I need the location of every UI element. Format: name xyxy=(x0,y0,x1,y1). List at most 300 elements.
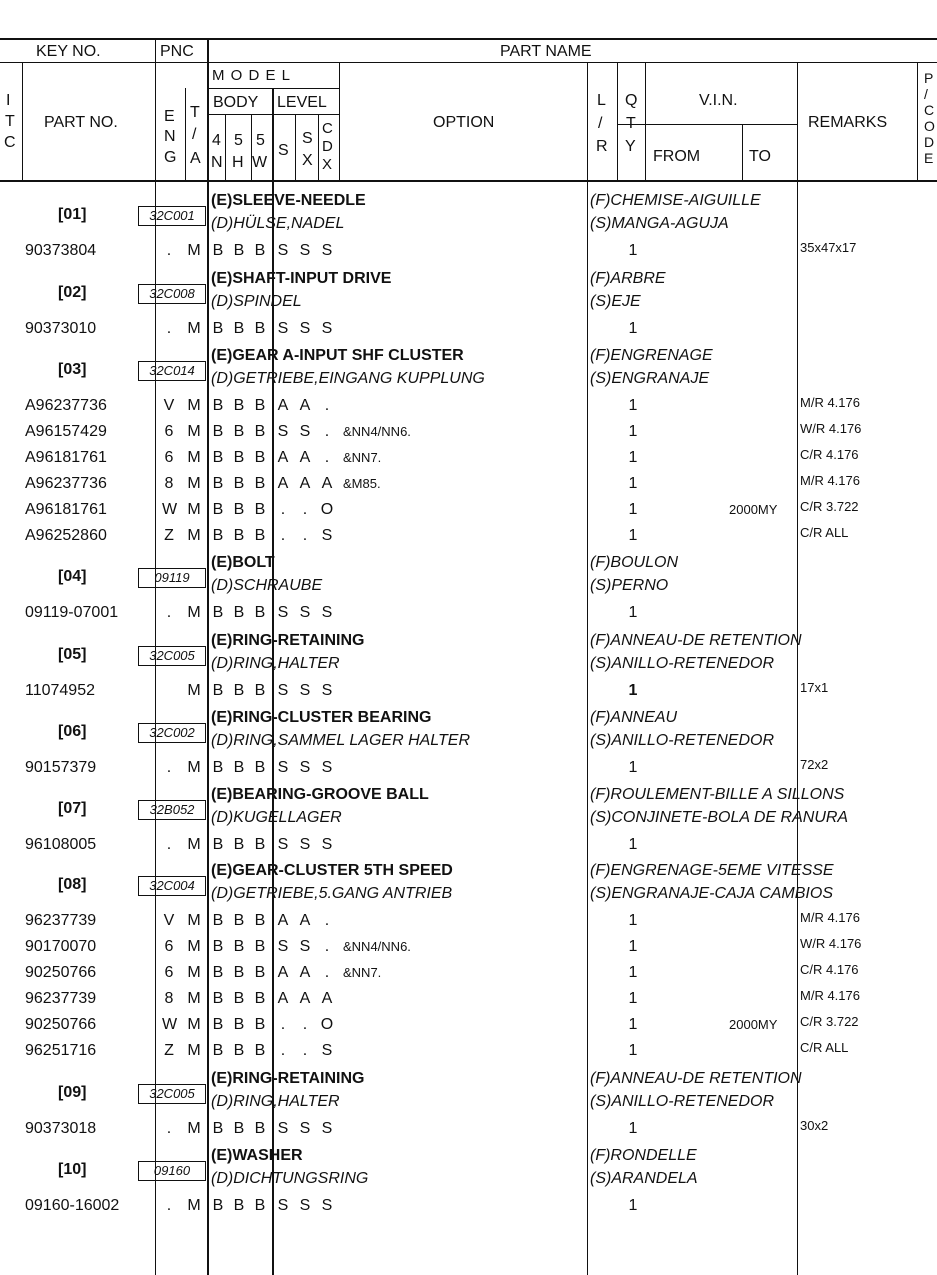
body-code: B xyxy=(233,449,245,466)
option-code: &NN4/NN6. xyxy=(343,939,411,954)
level-code: S xyxy=(277,320,289,337)
pnc-header: PNC xyxy=(160,43,194,60)
eng-code: . xyxy=(166,242,172,259)
level-code: . xyxy=(302,1042,308,1059)
key-number: [06] xyxy=(58,723,87,740)
eng-code: Z xyxy=(164,1042,174,1059)
level-sx-s: S xyxy=(302,130,313,147)
lr-r: R xyxy=(596,138,608,155)
part-number: 09160-16002 xyxy=(25,1197,120,1214)
pnc-code-box: 32C008 xyxy=(138,284,206,304)
body-code: B xyxy=(233,912,245,929)
part-number: 90373010 xyxy=(25,320,97,337)
quantity: 1 xyxy=(628,938,638,955)
level-s-header: S xyxy=(278,142,289,159)
body-code: B xyxy=(212,423,224,440)
eng-code: V xyxy=(163,912,175,929)
part-number: 96237739 xyxy=(25,912,97,929)
ta-code: M xyxy=(187,527,201,544)
body-code: B xyxy=(254,836,266,853)
body-code: B xyxy=(212,242,224,259)
part-number: 90373804 xyxy=(25,242,97,259)
body-code: B xyxy=(254,604,266,621)
level-code: A xyxy=(277,397,289,414)
key-number: [04] xyxy=(58,568,87,585)
level-code: S xyxy=(277,682,289,699)
from-to-divider xyxy=(742,124,743,180)
eng-code: 6 xyxy=(164,449,174,466)
quantity: 1 xyxy=(628,242,638,259)
remarks-value: M/R 4.176 xyxy=(800,473,860,488)
body-code: B xyxy=(212,759,224,776)
level-code: A xyxy=(277,912,289,929)
level-code: S xyxy=(299,836,311,853)
ta-code: M xyxy=(187,1042,201,1059)
body-code: B xyxy=(233,423,245,440)
quantity: 1 xyxy=(628,759,638,776)
ta-code: M xyxy=(187,836,201,853)
part-name-fr: (F)ANNEAU xyxy=(590,709,678,726)
part-no-header: PART NO. xyxy=(44,114,118,131)
remarks-value: W/R 4.176 xyxy=(800,421,862,436)
level-code: A xyxy=(277,990,289,1007)
part-number: 09119-07001 xyxy=(25,604,119,621)
ta-code: M xyxy=(187,423,201,440)
body-code: B xyxy=(233,320,245,337)
level-code: S xyxy=(299,242,311,259)
remarks-header: REMARKS xyxy=(808,114,888,131)
body-code: B xyxy=(212,964,224,981)
part-number: A96157429 xyxy=(25,423,107,440)
part-number: 90250766 xyxy=(25,964,97,981)
body-code: B xyxy=(254,938,266,955)
pnc-code-box: 09119 xyxy=(138,568,206,588)
level-code: A xyxy=(299,912,311,929)
ta-code: M xyxy=(187,449,201,466)
body-code: B xyxy=(254,527,266,544)
remarks-value: M/R 4.176 xyxy=(800,988,860,1003)
remarks-value: 17x1 xyxy=(800,680,829,695)
level-right-rule xyxy=(339,62,340,180)
quantity: 1 xyxy=(628,501,638,518)
level-code: S xyxy=(321,759,333,776)
body-code: B xyxy=(254,242,266,259)
level-code: . xyxy=(324,397,330,414)
quantity: 1 xyxy=(628,449,638,466)
body-code: B xyxy=(233,1197,245,1214)
pnc-code-box: 32C001 xyxy=(138,206,206,226)
body-code: B xyxy=(233,475,245,492)
part-number: 90157379 xyxy=(25,759,97,776)
level-code: S xyxy=(277,1120,289,1137)
level-code: S xyxy=(299,423,311,440)
level-code: O xyxy=(320,501,334,518)
part-number: A96252860 xyxy=(25,527,107,544)
part-name-es: (S)PERNO xyxy=(590,577,669,594)
body-code: B xyxy=(254,320,266,337)
remarks-value: C/R 3.722 xyxy=(800,499,859,514)
remarks-value: M/R 4.176 xyxy=(800,910,860,925)
remarks-value: C/R 4.176 xyxy=(800,447,859,462)
model-header: M O D E L xyxy=(212,67,292,84)
quantity: 1 xyxy=(628,990,638,1007)
eng-code: W xyxy=(162,1016,178,1033)
pnc-code-box: 32C002 xyxy=(138,723,206,743)
part-name-es: (S)ANILLO-RETENEDOR xyxy=(590,732,775,749)
eng-code: . xyxy=(166,759,172,776)
quantity: 1 xyxy=(628,1042,638,1059)
key-number: [05] xyxy=(58,646,87,663)
pnc-code-box: 32C014 xyxy=(138,361,206,381)
part-name-header: PART NAME xyxy=(500,43,592,60)
level-code: S xyxy=(299,1120,311,1137)
level-code: . xyxy=(280,1016,286,1033)
body-code: B xyxy=(254,1120,266,1137)
part-name-es: (S)MANGA-AGUJA xyxy=(590,215,729,232)
part-number: 90170070 xyxy=(25,938,97,955)
part-name-es: (S)CONJINETE-BOLA DE RANURA xyxy=(590,809,849,826)
quantity: 1 xyxy=(628,397,638,414)
level-code: S xyxy=(321,1197,333,1214)
pcode-slash: / xyxy=(924,86,928,102)
eng-code: 6 xyxy=(164,964,174,981)
level-code: A xyxy=(277,964,289,981)
part-number: 96237739 xyxy=(25,990,97,1007)
body-code: B xyxy=(212,912,224,929)
level-code: S xyxy=(277,604,289,621)
eng-code: . xyxy=(166,1120,172,1137)
pnc-code-box: 32C004 xyxy=(138,876,206,896)
quantity: 1 xyxy=(628,604,638,621)
body-code: B xyxy=(233,682,245,699)
part-name-de: (D)SPINDEL xyxy=(211,293,302,310)
level-sx-divider xyxy=(318,114,319,180)
key-number: [02] xyxy=(58,284,87,301)
vin-to: 2000MY xyxy=(729,1017,778,1032)
pcode-e: E xyxy=(924,150,934,166)
level-code: . xyxy=(324,449,330,466)
part-name-de: (D)KUGELLAGER xyxy=(211,809,342,826)
ta-a: A xyxy=(190,150,201,167)
ta-code: M xyxy=(187,938,201,955)
part-name-es: (S)ENGRANAJE xyxy=(590,370,710,387)
body-n: N xyxy=(211,154,223,171)
eng-code: . xyxy=(166,320,172,337)
ta-code: M xyxy=(187,501,201,518)
option-code: &NN7. xyxy=(343,450,382,465)
part-name-fr: (F)ROULEMENT-BILLE A SILLONS xyxy=(590,786,845,803)
level-code: S xyxy=(277,759,289,776)
body-code: B xyxy=(254,1197,266,1214)
level-code: S xyxy=(277,836,289,853)
option-header: OPTION xyxy=(433,114,495,131)
pcode-o: O xyxy=(924,118,935,134)
level-code: . xyxy=(324,964,330,981)
eng-code: 8 xyxy=(164,475,174,492)
quantity: 1 xyxy=(628,1016,638,1033)
level-code: A xyxy=(299,397,311,414)
remarks-value: C/R ALL xyxy=(800,1040,849,1055)
part-number: 96108005 xyxy=(25,836,97,853)
body-code: B xyxy=(254,759,266,776)
body-code: B xyxy=(233,1042,245,1059)
option-code: &M85. xyxy=(343,476,381,491)
body-h: H xyxy=(232,154,244,171)
eng-ta-divider xyxy=(185,88,186,180)
qty-q: Q xyxy=(625,92,638,109)
level-code: A xyxy=(299,990,311,1007)
part-name-en: (E)GEAR-CLUSTER 5TH SPEED xyxy=(211,862,453,879)
level-code: S xyxy=(321,1042,333,1059)
body-code: B xyxy=(212,1016,224,1033)
part-name-de: (D)DICHTUNGSRING xyxy=(211,1170,369,1187)
level-code: S xyxy=(299,759,311,776)
key-number: [07] xyxy=(58,800,87,817)
part-name-es: (S)EJE xyxy=(590,293,641,310)
itc-i: I xyxy=(6,92,11,109)
itc-t: T xyxy=(5,113,15,130)
part-name-en: (E)BOLT xyxy=(211,554,275,571)
part-name-fr: (F)ANNEAU-DE RETENTION xyxy=(590,1070,802,1087)
part-name-es: (S)ENGRANAJE-CAJA CAMBIOS xyxy=(590,885,833,902)
body-code: B xyxy=(212,449,224,466)
level-cdx-x: X xyxy=(322,156,333,173)
pcode-p: P xyxy=(924,70,934,86)
quantity: 1 xyxy=(628,320,638,337)
level-cdx-d: D xyxy=(322,138,333,155)
ta-code: M xyxy=(187,242,201,259)
body-code: B xyxy=(212,501,224,518)
part-number: 90373018 xyxy=(25,1120,97,1137)
part-name-fr: (F)ENGRENAGE xyxy=(590,347,713,364)
ta-code: M xyxy=(187,604,201,621)
part-name-de: (D)RING,HALTER xyxy=(211,1093,340,1110)
lr-slash: / xyxy=(598,115,603,132)
part-name-de: (D)SCHRAUBE xyxy=(211,577,323,594)
eng-code: 6 xyxy=(164,938,174,955)
key-number: [01] xyxy=(58,206,87,223)
body-code: B xyxy=(254,1042,266,1059)
body-code: B xyxy=(254,501,266,518)
level-code: O xyxy=(320,1016,334,1033)
top-rule xyxy=(0,38,937,40)
remarks-value: W/R 4.176 xyxy=(800,936,862,951)
level-code: . xyxy=(280,501,286,518)
body-code: B xyxy=(233,964,245,981)
qty-y: Y xyxy=(625,138,636,155)
level-code: A xyxy=(277,449,289,466)
body-code: B xyxy=(212,397,224,414)
body-code: B xyxy=(254,964,266,981)
pnc-code-box: 09160 xyxy=(138,1161,206,1181)
key-number: [10] xyxy=(58,1161,87,1178)
body-5w: 5 xyxy=(256,132,265,149)
eng-code: 6 xyxy=(164,423,174,440)
level-cdx-c: C xyxy=(322,120,333,137)
quantity: 1 xyxy=(628,836,638,853)
eng-code: Z xyxy=(164,527,174,544)
level-code: . xyxy=(324,423,330,440)
body-5h: 5 xyxy=(234,132,243,149)
lr-l: L xyxy=(597,92,606,109)
level-code: . xyxy=(302,501,308,518)
body-w: W xyxy=(252,154,268,171)
level-code: S xyxy=(277,1197,289,1214)
level-code: S xyxy=(321,527,333,544)
body-code: B xyxy=(254,1016,266,1033)
pcode-d: D xyxy=(924,134,935,150)
ta-code: M xyxy=(187,990,201,1007)
body-code: B xyxy=(233,990,245,1007)
part-name-de: (D)GETRIEBE,5.GANG ANTRIEB xyxy=(211,885,453,902)
part-number: 90250766 xyxy=(25,1016,97,1033)
level-code: A xyxy=(299,449,311,466)
option-code: &NN4/NN6. xyxy=(343,424,411,439)
quantity: 1 xyxy=(628,1197,638,1214)
ta-code: M xyxy=(187,682,201,699)
part-name-fr: (F)RONDELLE xyxy=(590,1147,697,1164)
ta-code: M xyxy=(187,397,201,414)
level-code: A xyxy=(299,475,311,492)
qty-t: T xyxy=(626,115,636,132)
remarks-value: C/R 4.176 xyxy=(800,962,859,977)
body-code: B xyxy=(212,1197,224,1214)
pnc-right-rule xyxy=(207,38,209,1275)
vin-rule xyxy=(617,124,797,125)
body-code: B xyxy=(233,759,245,776)
body-code: B xyxy=(233,527,245,544)
level-code: . xyxy=(302,527,308,544)
ta-code: M xyxy=(187,475,201,492)
part-name-en: (E)SHAFT-INPUT DRIVE xyxy=(211,270,392,287)
level-code: S xyxy=(321,604,333,621)
pnc-code-box: 32C005 xyxy=(138,646,206,666)
body-code: B xyxy=(254,990,266,1007)
eng-e: E xyxy=(164,108,175,125)
to-header: TO xyxy=(749,148,771,165)
level-code: A xyxy=(321,475,333,492)
key-number: [09] xyxy=(58,1084,87,1101)
pnc-code-box: 32C005 xyxy=(138,1084,206,1104)
body-code: B xyxy=(254,682,266,699)
level-code: S xyxy=(321,320,333,337)
pcode-c: C xyxy=(924,102,935,118)
level-code: . xyxy=(302,1016,308,1033)
body-code: B xyxy=(233,242,245,259)
part-number: 11074952 xyxy=(25,682,95,699)
part-name-es: (S)ANILLO-RETENEDOR xyxy=(590,655,775,672)
level-code: S xyxy=(299,604,311,621)
body-header: BODY xyxy=(213,94,259,111)
part-name-en: (E)RING-RETAINING xyxy=(211,1070,365,1087)
body-code: B xyxy=(212,938,224,955)
body-code: B xyxy=(233,397,245,414)
level-code: S xyxy=(299,938,311,955)
quantity: 1 xyxy=(628,423,638,440)
ta-slash: / xyxy=(192,126,197,143)
body-code: B xyxy=(212,604,224,621)
body-code: B xyxy=(233,1120,245,1137)
body-code: B xyxy=(212,836,224,853)
part-number: A96237736 xyxy=(25,475,107,492)
key-number: [08] xyxy=(58,876,87,893)
level-code: S xyxy=(299,682,311,699)
level-code: S xyxy=(277,938,289,955)
eng-code: . xyxy=(166,1197,172,1214)
part-number: A96237736 xyxy=(25,397,107,414)
level-code: . xyxy=(324,912,330,929)
body-code: B xyxy=(233,501,245,518)
part-name-en: (E)SLEEVE-NEEDLE xyxy=(211,192,366,209)
body-code: B xyxy=(212,990,224,1007)
level-header: LEVEL xyxy=(277,94,327,111)
body-code: B xyxy=(254,475,266,492)
remarks-value: M/R 4.176 xyxy=(800,395,860,410)
part-name-de: (D)RING,SAMMEL LAGER HALTER xyxy=(211,732,471,749)
eng-g: G xyxy=(164,149,177,166)
level-code: S xyxy=(277,423,289,440)
part-name-de: (D)GETRIEBE,EINGANG KUPPLUNG xyxy=(211,370,485,387)
eng-code: . xyxy=(166,604,172,621)
level-code: A xyxy=(277,475,289,492)
level-code: . xyxy=(280,527,286,544)
ta-t: T xyxy=(190,104,200,121)
qty-right-rule xyxy=(645,62,646,180)
part-name-en: (E)RING-CLUSTER BEARING xyxy=(211,709,432,726)
itc-divider xyxy=(22,62,23,180)
quantity: 1 xyxy=(628,964,638,981)
remarks-value: 30x2 xyxy=(800,1118,829,1133)
vin-to: 2000MY xyxy=(729,502,778,517)
level-code: S xyxy=(321,836,333,853)
level-code: . xyxy=(280,1042,286,1059)
level-code: S xyxy=(321,682,333,699)
body-4-divider xyxy=(225,114,226,180)
option-right-rule xyxy=(587,62,588,1275)
from-header: FROM xyxy=(653,148,701,165)
body-code: B xyxy=(212,1120,224,1137)
level-code: S xyxy=(321,1120,333,1137)
body-code: B xyxy=(233,1016,245,1033)
part-name-fr: (F)ARBRE xyxy=(590,270,666,287)
part-name-es: (S)ARANDELA xyxy=(590,1170,698,1187)
quantity: 1 xyxy=(628,475,638,492)
body-code: B xyxy=(254,449,266,466)
pcode-left-rule xyxy=(917,62,918,180)
remarks-value: 35x47x17 xyxy=(800,240,857,255)
eng-code: V xyxy=(163,397,175,414)
ta-code: M xyxy=(187,320,201,337)
part-number: A96181761 xyxy=(25,449,107,466)
body-code: B xyxy=(212,682,224,699)
level-code: S xyxy=(299,1197,311,1214)
level-s-divider xyxy=(295,114,296,180)
eng-code: . xyxy=(166,836,172,853)
body-code: B xyxy=(212,527,224,544)
part-name-fr: (F)ENGRENAGE-5EME VITESSE xyxy=(590,862,834,879)
level-code: S xyxy=(277,242,289,259)
body-code: B xyxy=(233,938,245,955)
eng-code: W xyxy=(162,501,178,518)
option-code: &NN7. xyxy=(343,965,382,980)
ta-code: M xyxy=(187,1120,201,1137)
vin-header: V.I.N. xyxy=(699,92,738,109)
level-code: . xyxy=(324,938,330,955)
key-number: [03] xyxy=(58,361,87,378)
body-code: B xyxy=(254,397,266,414)
body-4: 4 xyxy=(212,132,221,149)
remarks-value: C/R 3.722 xyxy=(800,1014,859,1029)
